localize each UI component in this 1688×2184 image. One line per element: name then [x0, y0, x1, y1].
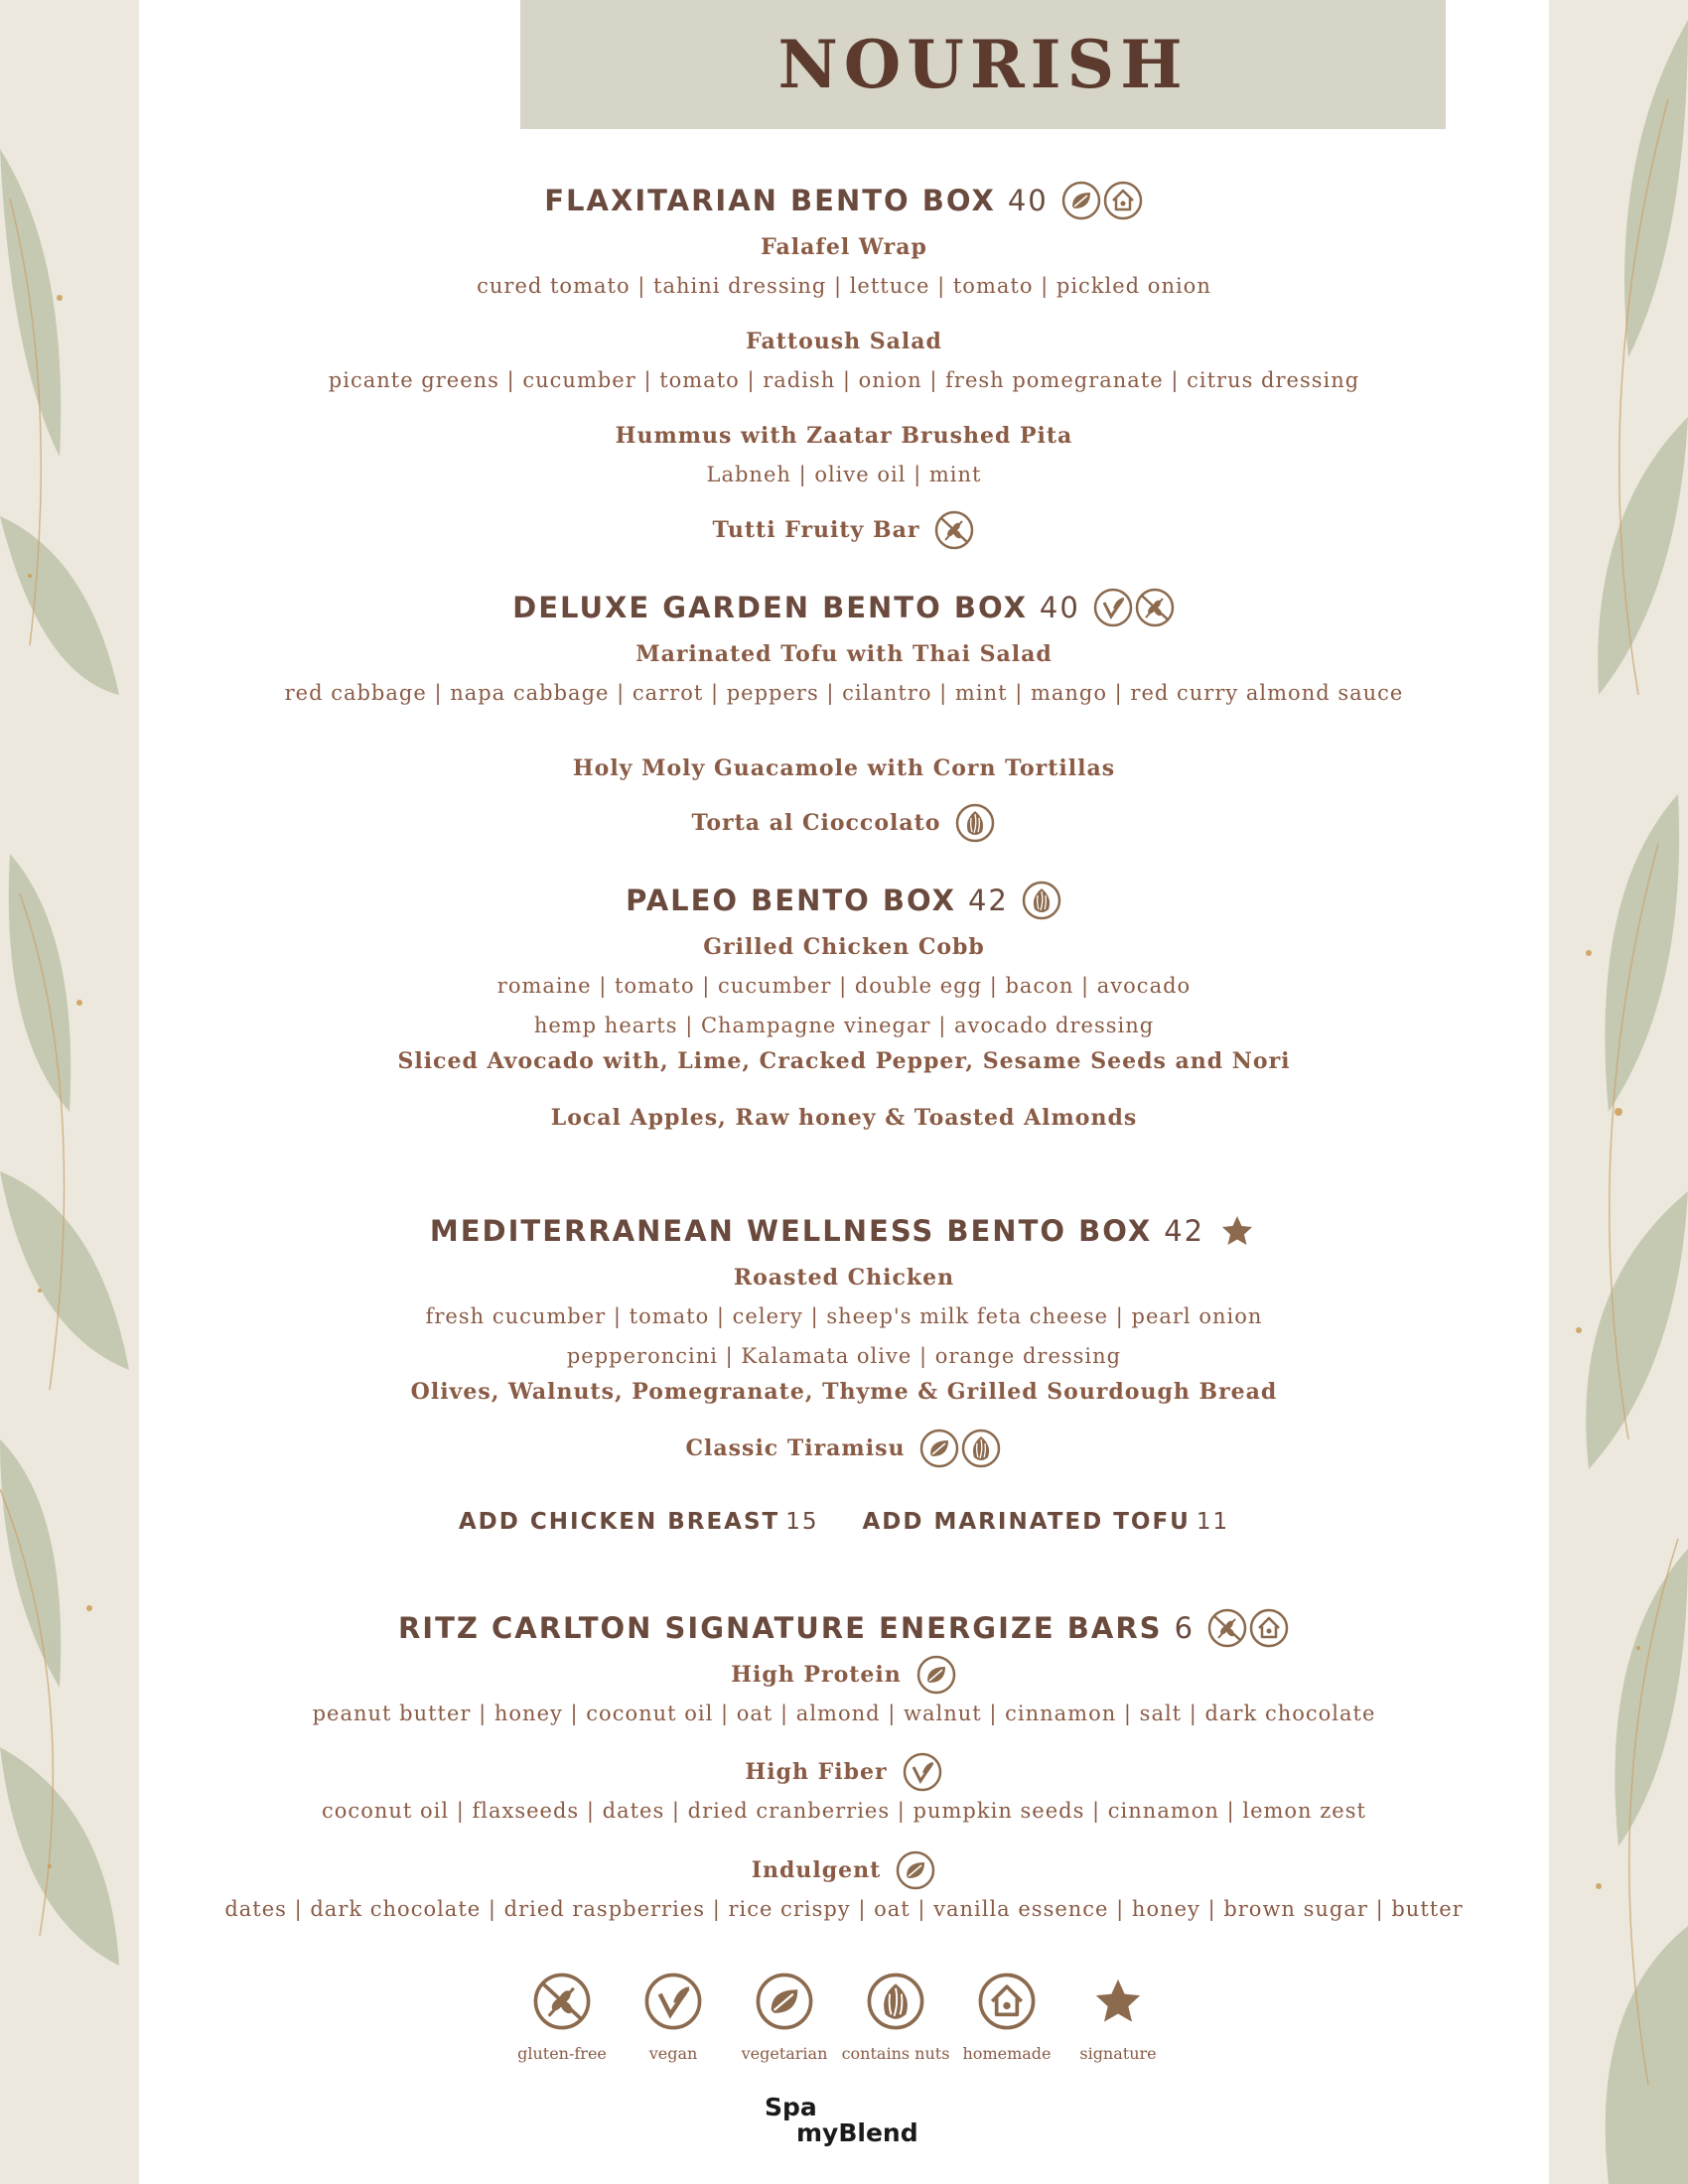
dish-item — [139, 1099, 1549, 1137]
dish-item — [139, 804, 1549, 842]
dish-description: pepperoncini | Kalamata olive | orange dressing — [566, 1344, 1122, 1368]
contains-nuts-icon — [954, 802, 996, 844]
section-name: FLAXITARIAN BENTO BOX — [544, 184, 996, 217]
bar-icons — [915, 1654, 957, 1696]
homemade-icon — [1248, 1607, 1290, 1649]
bar-item — [139, 1753, 1549, 1831]
legend-item — [1062, 1971, 1174, 2063]
dish-description: cured tomato | tahini dressing | lettuce | tomato | pickled onion — [477, 274, 1211, 298]
dish-name: Tutti Fruity Bar — [712, 517, 920, 543]
legend-item — [840, 1971, 951, 2063]
dish-name-row — [139, 1042, 1549, 1080]
section-price: 40 — [1039, 591, 1080, 624]
bar-description: coconut oil | flaxseeds | dates | dried cranberries | pumpkin seeds | cinnamon | lemon zest — [322, 1799, 1366, 1823]
add-on-item — [863, 1509, 1230, 1535]
gluten-free-icon — [1134, 587, 1176, 628]
dish-name-row — [139, 1430, 1549, 1467]
legend-item — [506, 1971, 618, 2063]
dish-description: romaine | tomato | cucumber | double egg | bacon | avocado — [496, 974, 1192, 998]
dish-name: Torta al Cioccolato — [691, 810, 941, 836]
gluten-free-icon — [1206, 1607, 1248, 1649]
energize-bars-section — [139, 1606, 1549, 1921]
dish-item — [139, 1042, 1549, 1080]
dish-item — [139, 750, 1549, 787]
section-name: PALEO BENTO BOX — [626, 884, 956, 917]
bar-item — [139, 1851, 1549, 1929]
section-heading — [139, 586, 1549, 629]
bar-name: High Fiber — [745, 1759, 888, 1785]
dish-icons — [954, 802, 996, 844]
dish-icons — [918, 1428, 1002, 1469]
section-price: 40 — [1007, 184, 1049, 217]
vegan-icon — [1092, 587, 1134, 628]
bar-name-row — [139, 1851, 1549, 1889]
legend-label: homemade — [962, 2044, 1052, 2063]
left-foliage-panel — [0, 0, 139, 2184]
dish-icons — [933, 509, 975, 551]
dietary-legend — [506, 1971, 1174, 2063]
gluten-free-icon — [531, 1971, 593, 2032]
dish-description: red cabbage | napa cabbage | carrot | peppers | cilantro | mint | mango | red curry almond sauce — [284, 681, 1404, 705]
signature-icon — [1087, 1971, 1149, 2032]
dish-name-row — [139, 928, 1549, 966]
section-heading — [139, 879, 1549, 922]
bar-icons — [902, 1751, 943, 1793]
dish-name: Olives, Walnuts, Pomegranate, Thyme & Grilled Sourdough Bread — [410, 1379, 1278, 1405]
add-on-price: 11 — [1196, 1509, 1230, 1535]
vegetarian-icon — [915, 1654, 957, 1696]
bar-name-row — [139, 1656, 1549, 1694]
dish-item — [139, 1430, 1549, 1467]
bar-description: dates | dark chocolate | dried raspberries | rice crispy | oat | vanilla essence | honey | brown sugar | butter — [224, 1897, 1464, 1921]
dish-name-row — [139, 804, 1549, 842]
dish-item — [139, 323, 1549, 400]
bar-name-row — [139, 1753, 1549, 1791]
page-title: NOURISH — [777, 26, 1189, 103]
section-heading — [139, 179, 1549, 222]
menu-section — [139, 179, 1549, 543]
legend-label: vegan — [648, 2044, 698, 2063]
dish-name: Marinated Tofu with Thai Salad — [635, 641, 1053, 667]
dish-description: picante greens | cucumber | tomato | radish | onion | fresh pomegranate | citrus dressing — [328, 368, 1360, 392]
contains-nuts-icon — [960, 1428, 1002, 1469]
menu-section — [139, 586, 1549, 836]
homemade-icon — [976, 1971, 1038, 2032]
section-icons — [1216, 1210, 1258, 1252]
dish-item — [139, 417, 1549, 494]
section-name: DELUXE GARDEN BENTO BOX — [512, 591, 1028, 624]
dish-item — [139, 1373, 1549, 1411]
legend-item — [951, 1971, 1062, 2063]
homemade-icon — [1102, 180, 1144, 221]
vegetarian-icon — [754, 1971, 815, 2032]
contains-nuts-icon — [1021, 880, 1062, 921]
dish-item — [139, 928, 1549, 1045]
add-ons — [139, 1509, 1549, 1535]
dish-name-row — [139, 228, 1549, 266]
dish-name: Roasted Chicken — [733, 1265, 955, 1291]
section-price: 42 — [967, 884, 1009, 917]
section-heading — [139, 1606, 1549, 1650]
bar-item — [139, 1656, 1549, 1733]
bar-name: High Protein — [731, 1662, 902, 1688]
legend-item — [729, 1971, 840, 2063]
dish-name-row — [139, 417, 1549, 455]
title-banner — [520, 0, 1446, 129]
legend-label: vegetarian — [741, 2044, 828, 2063]
signature-icon — [1216, 1210, 1258, 1252]
logo-line-2: myBlend — [796, 2118, 918, 2147]
add-on-price: 15 — [785, 1509, 819, 1535]
dish-item — [139, 228, 1549, 306]
section-price: 42 — [1164, 1214, 1205, 1248]
add-on-label: ADD MARINATED TOFU — [862, 1509, 1191, 1535]
section-heading — [139, 1209, 1549, 1253]
legend-item — [618, 1971, 729, 2063]
add-on-item — [459, 1509, 819, 1535]
dish-name: Classic Tiramisu — [685, 1435, 906, 1461]
legend-label: contains nuts — [841, 2044, 950, 2063]
dish-name: Hummus with Zaatar Brushed Pita — [615, 423, 1073, 449]
dish-name-row — [139, 323, 1549, 360]
add-on-label: ADD CHICKEN BREAST — [458, 1509, 780, 1535]
vegetarian-icon — [895, 1849, 936, 1891]
dish-name: Holy Moly Guacamole with Corn Tortillas — [572, 755, 1116, 781]
dish-description: hemp hearts | Champagne vinegar | avocado dressing — [533, 1014, 1155, 1037]
section-icons — [1206, 1607, 1290, 1649]
vegan-icon — [642, 1971, 704, 2032]
dish-item — [139, 511, 1549, 549]
right-foliage-panel — [1549, 0, 1688, 2184]
legend-label: gluten-free — [517, 2044, 607, 2063]
vegetarian-icon — [918, 1428, 960, 1469]
bar-name: Indulgent — [751, 1857, 882, 1883]
menu-section — [139, 879, 1549, 1131]
dish-name: Fattoush Salad — [746, 329, 942, 354]
dish-name-row — [139, 1259, 1549, 1297]
dish-name-row — [139, 1099, 1549, 1137]
spa-logo — [765, 2095, 918, 2146]
dish-name-row — [139, 635, 1549, 673]
dish-description: Labneh | olive oil | mint — [706, 463, 982, 486]
bar-icons — [895, 1849, 936, 1891]
vegetarian-icon — [1060, 180, 1102, 221]
section-price: 6 — [1174, 1611, 1196, 1645]
section-icons — [1021, 880, 1062, 921]
dish-name-row — [139, 750, 1549, 787]
contains-nuts-icon — [865, 1971, 926, 2032]
dish-name-row — [139, 1373, 1549, 1411]
section-icons — [1060, 180, 1144, 221]
dish-description: fresh cucumber | tomato | celery | sheep's milk feta cheese | pearl onion — [425, 1304, 1263, 1328]
dish-name: Sliced Avocado with, Lime, Cracked Pepper, Sesame Seeds and Nori — [397, 1048, 1291, 1074]
dish-item — [139, 1259, 1549, 1376]
section-icons — [1092, 587, 1176, 628]
dish-item — [139, 635, 1549, 713]
section-name: MEDITERRANEAN WELLNESS BENTO BOX — [429, 1214, 1153, 1248]
menu-section — [139, 1209, 1549, 1461]
bar-description: peanut butter | honey | coconut oil | oat | almond | walnut | cinnamon | salt | dark chocolate — [312, 1702, 1376, 1725]
dish-name: Grilled Chicken Cobb — [703, 934, 985, 960]
logo-line-1: Spa — [765, 2093, 817, 2121]
gluten-free-icon — [933, 509, 975, 551]
dish-name: Falafel Wrap — [761, 234, 927, 260]
section-name: RITZ CARLTON SIGNATURE ENERGIZE BARS — [397, 1611, 1163, 1645]
dish-name: Local Apples, Raw honey & Toasted Almonds — [550, 1105, 1138, 1131]
legend-label: signature — [1079, 2044, 1157, 2063]
vegan-icon — [902, 1751, 943, 1793]
dish-name-row — [139, 511, 1549, 549]
